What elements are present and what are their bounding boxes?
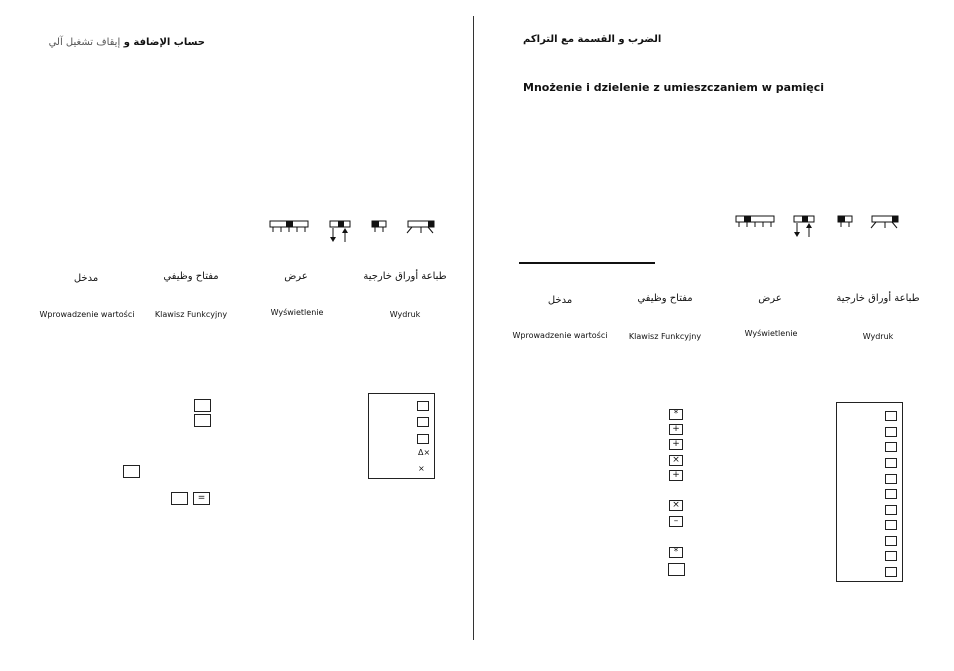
- right-col-function-pl: Klawisz Funkcyjny: [628, 332, 702, 341]
- left-col-function-ar: مفتاح وظيفي: [163, 271, 219, 282]
- right-function-key-3[interactable]: +: [669, 439, 683, 450]
- right-page-title-pl: Mnożenie i dzielenie z umieszczaniem w pamięci: [523, 81, 824, 94]
- right-paper-box-3: [885, 442, 897, 452]
- left-col-input-ar: مدخل: [73, 273, 99, 284]
- right-switch-diagrams: [734, 213, 934, 243]
- right-function-key-8[interactable]: *: [669, 547, 683, 558]
- left-function-key-1[interactable]: [194, 399, 211, 412]
- right-separator-rule: [519, 262, 655, 264]
- left-col-print-pl: Wydruk: [389, 310, 421, 319]
- left-paper-mark-1: Δ×: [418, 448, 431, 457]
- right-col-print-ar: طباعة أوراق خارجية: [836, 293, 920, 304]
- right-col-function-ar: مفتاح وظيفي: [637, 293, 693, 304]
- right-function-key-2[interactable]: +: [669, 424, 683, 435]
- left-input-key[interactable]: [123, 465, 140, 478]
- right-paper-box-10: [885, 551, 897, 561]
- right-function-key-1[interactable]: *: [669, 409, 683, 420]
- left-title-light: إيقاف تشغيل آلي: [48, 37, 121, 48]
- left-title-bold: حساب الإضافة: [133, 37, 205, 48]
- right-col-display-ar: عرض: [758, 293, 782, 304]
- left-col-display-pl: Wyświetlenie: [270, 308, 324, 317]
- left-title-connector: و: [120, 37, 134, 48]
- left-col-input-pl: Wprowadzenie wartości: [39, 310, 135, 319]
- right-paper-box-1: [885, 411, 897, 421]
- left-switch-diagrams: [268, 218, 468, 248]
- right-page-title-ar: الضرب و القسمة مع التراكم: [523, 34, 662, 45]
- left-equals-key[interactable]: =: [193, 492, 210, 505]
- left-paper-box-1: [417, 401, 429, 411]
- right-paper-box-5: [885, 474, 897, 484]
- left-col-display-ar: عرض: [284, 271, 308, 282]
- left-col-function-pl: Klawisz Funkcyjny: [154, 310, 228, 319]
- right-paper-box-6: [885, 489, 897, 499]
- right-function-key-5[interactable]: +: [669, 470, 683, 481]
- right-paper-box-9: [885, 536, 897, 546]
- right-paper-box-2: [885, 427, 897, 437]
- right-function-key-6[interactable]: ×: [669, 500, 683, 511]
- left-function-key-3[interactable]: [171, 492, 188, 505]
- right-col-print-pl: Wydruk: [862, 332, 894, 341]
- left-col-print-ar: طباعة أوراق خارجية: [363, 271, 447, 282]
- right-col-input-pl: Wprowadzenie wartości: [512, 331, 608, 340]
- left-paper-box-3: [417, 434, 429, 444]
- right-paper-box-4: [885, 458, 897, 468]
- left-paper-mark-2: ×: [418, 464, 425, 473]
- left-paper-printout: [368, 393, 435, 479]
- right-col-input-ar: مدخل: [547, 295, 573, 306]
- right-function-key-4[interactable]: ×: [669, 455, 683, 466]
- page-divider: [473, 16, 474, 640]
- right-function-key-7[interactable]: –: [669, 516, 683, 527]
- right-function-key-9[interactable]: [668, 563, 685, 576]
- left-paper-box-2: [417, 417, 429, 427]
- right-paper-printout: [836, 402, 903, 582]
- right-paper-box-11: [885, 567, 897, 577]
- right-col-display-pl: Wyświetlenie: [744, 329, 798, 338]
- left-page-title: [49, 37, 205, 48]
- right-paper-box-7: [885, 505, 897, 515]
- right-paper-box-8: [885, 520, 897, 530]
- left-function-key-2[interactable]: [194, 414, 211, 427]
